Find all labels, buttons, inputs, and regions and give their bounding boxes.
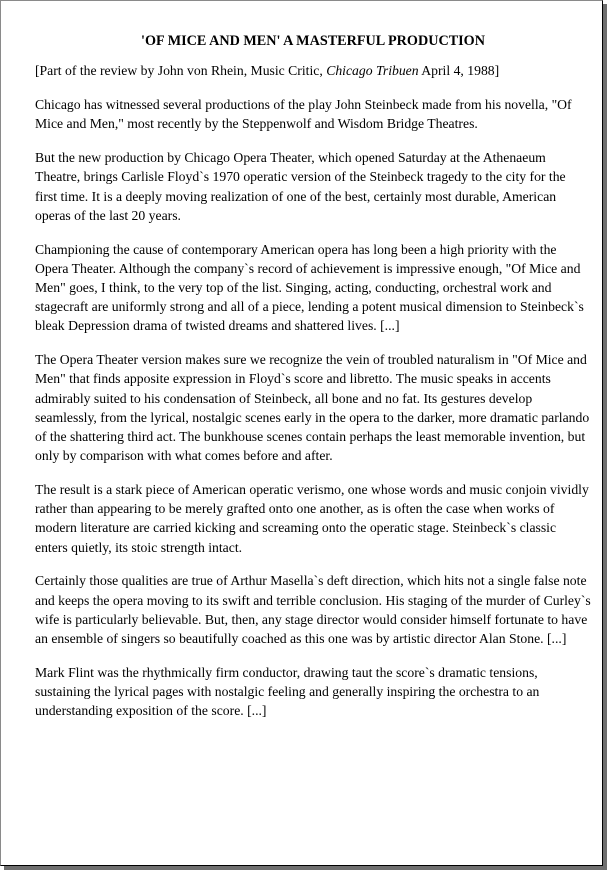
paragraph-1: Chicago has witnessed several productions of the play John Steinbeck made from his novella, "Of Mice and Men," most recently by the Steppenwolf and Wisdom Bridge Theatres.: [35, 97, 572, 132]
article-credit: [35, 61, 591, 80]
article-title: 'OF MICE AND MEN' A MASTERFUL PRODUCTION: [141, 33, 485, 49]
paragraph-7: Mark Flint was the rhythmically firm conductor, drawing taut the score`s dramatic tensions, sustaining the lyrical pages with nostalgic feeling and generally inspiring the orchestra to an understanding exposition of the score. [...]: [35, 664, 540, 719]
credit-date: April 4, 1988]: [418, 63, 500, 78]
paragraph-3: Championing the cause of contemporary American opera has long been a high priority with the Opera Theater. Although the company`s record of achievement is impressive enough, "Of Mice and Men" goes, I think, to the very top of the list. Singing, acting, conducting, orchestral work and stagecraft are uniformly strong and all of a piece, lending a potent musical dimension to Steinbeck`s bleak Depression drama of twisted dreams and shattered lives. [...]: [35, 241, 584, 334]
paragraph-4: The Opera Theater version makes sure we recognize the vein of troubled naturalism in "Of Mice and Men" that finds apposite expression in Floyd`s score and libretto. The music speaks in accents admirably suited to his condensation of Steinbeck, all bone and no fat. Its gestures develop seamlessly, from the lyrical, nostalgic scenes early in the opera to the darker, more dramatic parlando of the shattering third act. The bunkhouse scenes contain perhaps the least memorable invention, but only by comparison with what comes before and after.: [35, 352, 590, 464]
publication-name: Chicago Tribuen: [326, 63, 419, 78]
article: [35, 32, 591, 735]
paragraph-6: Certainly those qualities are true of Arthur Masella`s deft direction, which hits not a single false note and keeps the opera moving to its swift and terrible conclusion. His staging of the murder of Curley`s wife is particularly believable. But, then, any stage director would consider himself fortunate to have an ensemble of singers so beautifully coached as this one was by artistic director Alan Stone. [...]: [35, 573, 591, 647]
paragraph-5: The result is a stark piece of American operatic verismo, one whose words and music conjoin vividly rather than appearing to be merely grafted onto one another, as is often the case when works of modern literature are carried kicking and screaming onto the operatic stage. Steinbeck`s classic enters quietly, its stoic strength intact.: [35, 482, 589, 555]
paragraph-2: But the new production by Chicago Opera Theater, which opened Saturday at the Athenaeum Theatre, brings Carlisle Floyd`s 1970 operatic version of the Steinbeck tragedy to the city for the first time. It is a deeply moving realization of one of the best, certainly most durable, American operas of the last 20 years.: [35, 150, 566, 223]
credit-prefix: [Part of the review by John von Rhein, Music Critic,: [35, 63, 327, 78]
